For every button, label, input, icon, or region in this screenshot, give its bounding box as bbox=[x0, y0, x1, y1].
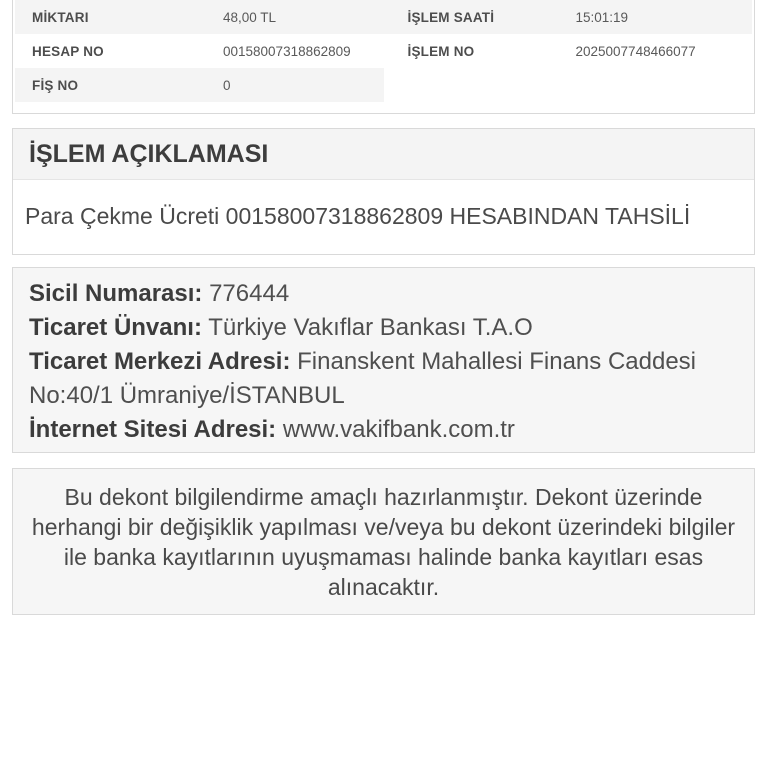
head-office-address-line bbox=[29, 345, 738, 413]
website-label: İnternet Sitesi Adresi: bbox=[29, 416, 277, 443]
registry-number-value: 776444 bbox=[209, 280, 290, 307]
account-no-row bbox=[15, 34, 384, 68]
transaction-time-value: 15:01:19 bbox=[575, 9, 629, 25]
transaction-time-row bbox=[384, 0, 753, 34]
registry-number-line bbox=[29, 277, 738, 311]
transaction-description-text: Para Çekme Ücreti 00158007318862809 HESABINDAN TAHSİLİ bbox=[13, 180, 754, 254]
head-office-address-label: Ticaret Merkezi Adresi: bbox=[29, 348, 291, 375]
summary-right-column bbox=[384, 0, 753, 102]
transaction-no-value: 2025007748466077 bbox=[575, 43, 696, 59]
transaction-summary-table bbox=[12, 0, 755, 114]
slip-no-row bbox=[15, 68, 384, 102]
slip-no-value: 0 bbox=[223, 77, 231, 93]
transaction-no-row bbox=[384, 34, 753, 68]
website-value: www.vakifbank.com.tr bbox=[282, 416, 515, 443]
transaction-no-label: İŞLEM NO bbox=[407, 43, 475, 59]
summary-left-column bbox=[15, 0, 384, 102]
registry-number-label: Sicil Numarası: bbox=[29, 280, 203, 307]
amount-row bbox=[15, 0, 384, 34]
slip-no-label: FİŞ NO bbox=[32, 77, 79, 93]
amount-label: MİKTARI bbox=[32, 9, 89, 25]
transaction-time-label: İŞLEM SAATİ bbox=[407, 9, 495, 25]
company-info-section bbox=[12, 267, 755, 453]
account-no-label: HESAP NO bbox=[32, 43, 104, 59]
account-no-value: 00158007318862809 bbox=[223, 43, 351, 59]
transaction-description-section bbox=[12, 128, 755, 255]
disclaimer-section bbox=[12, 468, 755, 615]
head-office-address-value: Finanskent Mahallesi Finans Caddesi No:40/1 Ümraniye/İSTANBUL bbox=[29, 348, 696, 409]
trade-name-value: Türkiye Vakıflar Bankası T.A.O bbox=[208, 314, 533, 341]
amount-value: 48,00 TL bbox=[223, 9, 277, 25]
website-line bbox=[29, 413, 738, 447]
transaction-description-title: İŞLEM AÇIKLAMASI bbox=[13, 129, 754, 180]
disclaimer-text: Bu dekont bilgilendirme amaçlı hazırlanmıştır. Dekont üzerinde herhangi bir değişiklik yapılması ve/veya bu dekont üzerindeki bilgiler ile banka kayıtlarının uyuşmaması halinde banka kayıtları esas alınacaktır. bbox=[31, 484, 736, 600]
trade-name-label: Ticaret Ünvanı: bbox=[29, 314, 202, 341]
trade-name-line bbox=[29, 311, 738, 345]
